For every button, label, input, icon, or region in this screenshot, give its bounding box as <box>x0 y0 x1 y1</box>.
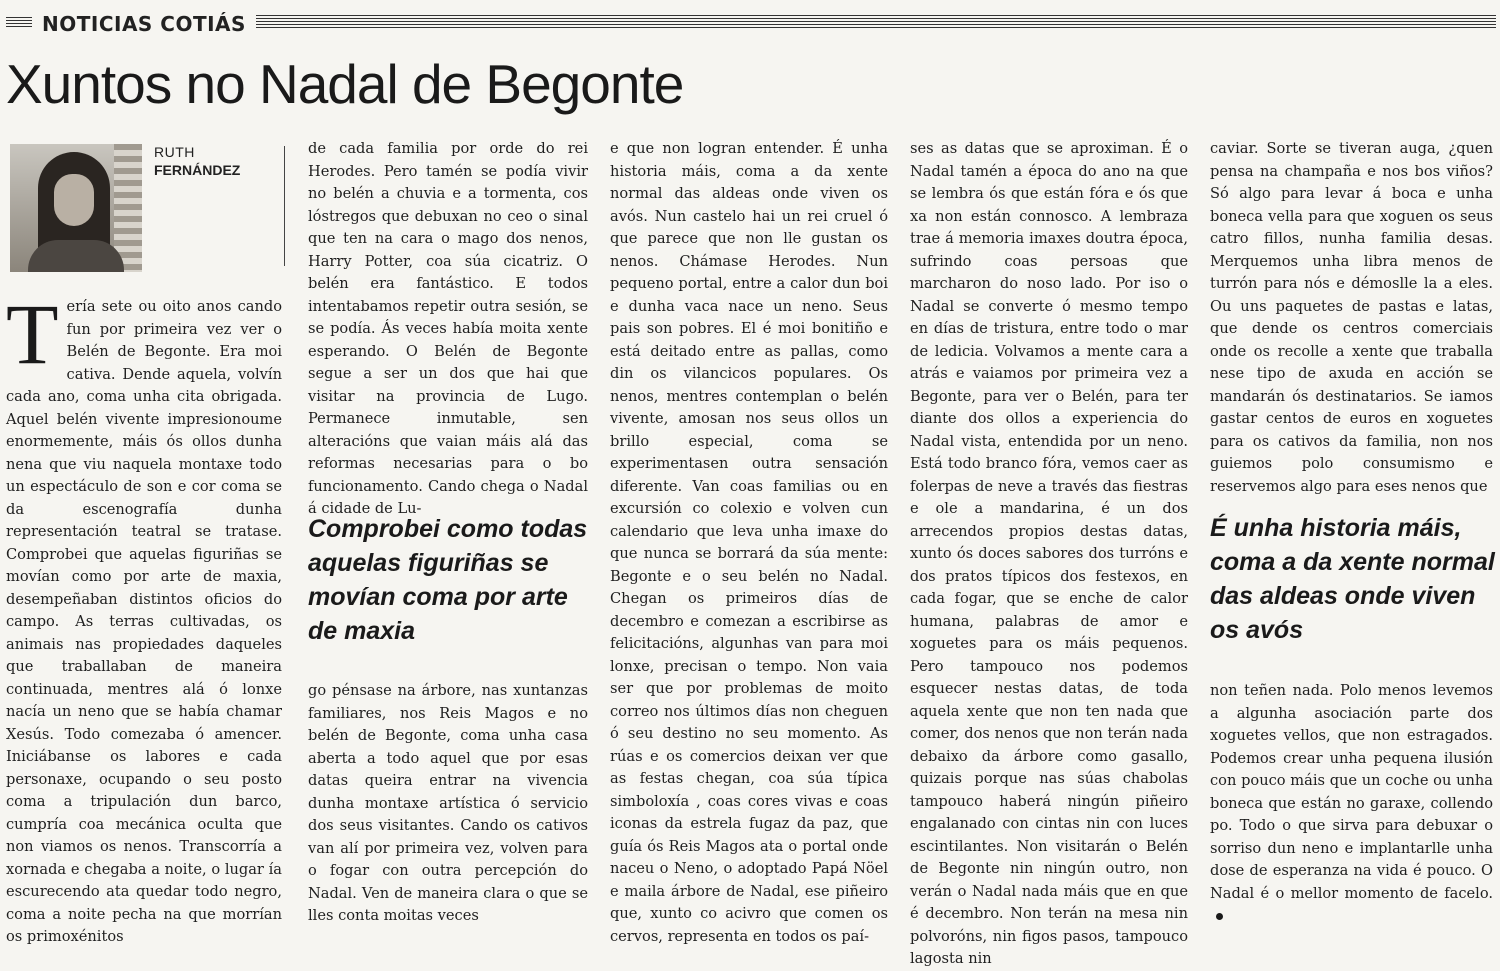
photo-shirt <box>28 240 124 272</box>
byline-first-name: RUTH <box>154 144 195 160</box>
pull-quote-1: Comprobei como todas aquelas figuriñas se movían coma por arte de maxia <box>308 515 588 645</box>
column-2-top-text: de cada familia por orde do rei Herodes. Pero tamén se podía vivir no belén a chuvia e a tormenta, cos lóstregos que debuxan no ceo o sinal que ten na cara o mago dos nenos, Harry Potter, coa súa cicatriz. O belén era fantástico. E todos intentabamos repetir outra sesión, se se podía. Ás veces había moita xente esperando. O Belén de Begonte segue a ser un dos que hai que visitar na provincia de Lugo. Permanece inmutable, sen alteracións que vaian máis alá das reformas necesarias para o bo funcionamento. Cando chega o Nadal á cidade de Lu- <box>308 140 588 517</box>
column-2-bottom-text: go pénsase na árbore, nas xuntanzas familiares, nos Reis Magos e no belén de Begonte, coma unha casa aberta a todo aquel que por esas datas queira entrar na vivencia dunha montaxe artística ó servicio dos seus visitantes. Cando os cativos van alí por primeira vez, volven para o fogar con outra percepción do Nadal. Ven de maneira clara o que se lles conta moitas veces <box>308 682 588 924</box>
column-2-top <box>308 138 588 521</box>
section-header <box>0 8 1500 38</box>
section-rule-left <box>6 17 32 29</box>
column-4-text: ses as datas que se aproximan. É o Nadal tamén a época do ano na que se lembra ós que están fóra e ós que xa non están connosco. A lembraza trae á memoria imaxes doutra época, sufrindo coas persoas que marcharon do noso lado. Por iso o Nadal se converte ó mesmo tempo en días de tristura, entre todo o mar de ledicia. Volvamos a mente cara a atrás e vaiamos por primeira vez a Begonte, para ver o Belén, para ter diante dos ollos a experiencia do Nadal vista, entendida por un neno. Está todo branco fóra, vemos caer as folerpas de neve a través das fiestras e ole a mandarina, é un dos arrecendos propios destas datas, xunto ós doces sabores dos turróns e dos pratos típicos dos festexos, en cada fogar, que se enche de calor humana, palabras de amor e xoguetes para os máis pequenos. Pero tampouco nos podemos esquecer nestas datas, de toda aquela xente que non ten nada que comer, dos nenos que non terán nada debaixo da árbore como gasallo, quizais porque nas súas chabolas tampouco haberá ningún piñeiro engalanado con cintas nin con luces escintilantes. Non visitarán o Belén de Begonte nin ningún outro, non verán o Nadal nada máis que en que é decembro. Non terán na mesa nin polvoróns, nin figos pasos, tampouco lagosta nin <box>910 140 1188 967</box>
byline <box>154 143 240 179</box>
column-2-bottom <box>308 680 588 928</box>
column-1-text: ería sete ou oito anos cando fun por primeira vez ver o Belén de Begonte. Era moi cativa. Dende aquela, volvín cada ano, coma unha cita obrigada. Aquel belén vivente impresionoume enormemente, máis ós ollos dunha nena que viu naquela montaxe todo un espectáculo de son e cor coma se da escenografía dunha representación teatral se tratase. Comprobei que aquelas figuriñas se movían como por arte de maxia, desempeñaban distintos oficios do campo. As terras cultivadas, os animais nas propiedades daqueles que traballaban de maneira continuada, mentres alá ó lonxe nacía un neno que se había chamar Xesús. Todo comezaba ó amencer. Iniciábanse os labores e cada personaxe, ocupando o seu posto coma a tripulación dun barco, cumpría coa mecánica oculta que non viamos os nenos. Transcorría a xornada e chegaba a noite, o lugar ía escurecendo ata quedar todo negro, coma a noite pecha na que morrían os primoxénitos <box>6 298 282 945</box>
column-4 <box>910 138 1188 971</box>
section-rule-right <box>256 15 1496 29</box>
column-1 <box>6 286 282 949</box>
column-5-bottom-paragraph <box>1210 680 1493 928</box>
author-photo <box>10 144 142 272</box>
pull-quote-2: É unha historia máis, coma a da xente normal das aldeas onde viven os avós <box>1210 514 1495 644</box>
byline-divider <box>284 146 285 266</box>
column-5-bottom <box>1210 680 1493 928</box>
drop-cap: T <box>6 286 59 382</box>
column-5-top-text: caviar. Sorte se tiveran auga, ¿quen pensa na champaña e nos bos viños? Só algo para levar á boca e unha boneca vella para que xoguen os seus catro fillos, nunha familia desas. Merquemos unha libra menos de turrón para nós e démoslle la a eles. Ou uns paquetes de pastas e latas, que dende os centros comerciais onde os recolle a xente que traballa nese tipo de axuda en acción se mandarán ós destinatarios. Se iamos gastar centos de euros en xoguetes para os cativos da familia, non nos guiemos polo consumismo e reservemos algo para eses nenos que <box>1210 140 1493 495</box>
byline-last-name: FERNÁNDEZ <box>154 162 241 178</box>
headline: Xuntos no Nadal de Begonte <box>6 53 684 115</box>
end-bullet-icon <box>1216 913 1223 920</box>
column-3-text: e que non logran entender. É unha historia máis, coma a da xente normal das aldeas onde viven os avós. Nun castelo hai un rei cruel ó que parece que non lle gustan os nenos. Chámase Herodes. Nun pequeno portal, entre a calor dun boi e dunha vaca nace un neno. Seus pais son pobres. El é moi bonitiño e está deitado entre as pallas, como din os vilancicos populares. Os nenos, mentres contemplan o belén vivente, amosan nos seus ollos un brillo especial, coma se experimentasen outra sensación diferente. Van coas familias ou en excursión co colexio e volven cun calendario que leva unha imaxe do que nunca se borrará da súa mente: Begonte e o seu belén no Nadal. Chegan os primeiros días de decembro e comezan a escribirse as felicitacións, algunhas van para moi lonxe, precisan o tempo. Non vaia ser que por problemas de moito correo nos últimos días non cheguen ó seu destino no seu momento. As rúas e os comercios deixan ver que as festas chegan, coa súa típica simboloxía , coas cores vivas e coas iconas da estrela fugaz da paz, que guía ós Reis Magos ata o portal onde naceu o Neno, o adoptado Papá Nöel e maila árbore de Nadal, ese piñeiro que, xunto co acivro que comen os cervos, representa en todos os paí- <box>610 140 888 945</box>
column-3 <box>610 138 888 948</box>
column-5-bottom-text: non teñen nada. Polo menos levemos a algunha asociación parte dos xoguetes vellos, que non estragados. Podemos crear unha pequena ilusión con pouco máis que un coche ou unha boneca que están no garaxe, collendo po. Todo o que sirva para debuxar o sorriso dun neno e implantarlle unha dose de esperanza na vida é pouco. O Nadal é o mellor momento de facelo. <box>1210 682 1493 902</box>
photo-face <box>54 174 94 226</box>
section-name: NOTICIAS COTIÁS <box>42 12 246 36</box>
column-5-top <box>1210 138 1493 498</box>
